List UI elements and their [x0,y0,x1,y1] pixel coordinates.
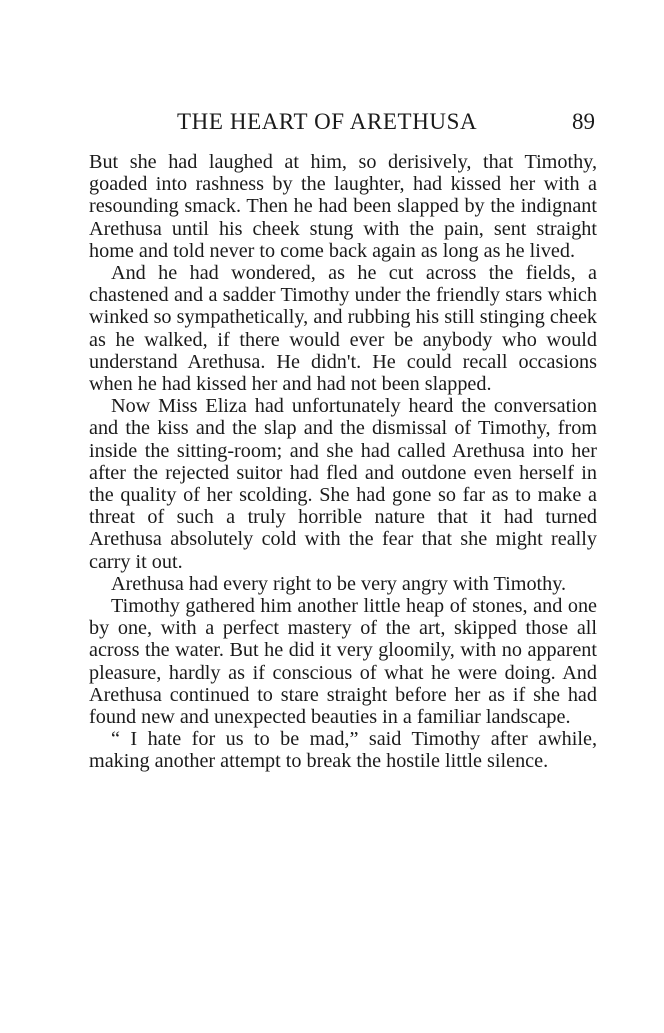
paragraph: Timothy gathered him another little heap of stones, and one by one, with a perfect mastery of the art, skipped those all across the water. But he did it very gloomily, with no apparent pleasure, hardly as if conscious of what he were doing. And Arethusa continued to stare straight before her as if she had found new and unexpected beauties in a familiar landscape. [89,595,597,729]
page-number: 89 [572,109,595,134]
running-title: THE HEART OF ARETHUSA [177,109,478,134]
paragraph: “ I hate for us to be mad,” said Timothy after awhile, making another attempt to break the hostile little silence. [89,728,597,773]
running-head [89,109,597,139]
body-text [89,151,597,773]
paragraph: Now Miss Eliza had unfortunately heard the conversation and the kiss and the slap and the dismissal of Timothy, from inside the sitting-room; and she had called Arethusa into her after the rejected suitor had fled and outdone even herself in the quality of her scolding. She had gone so far as to make a threat of such a truly horrible nature that it had turned Arethusa absolutely cold with the fear that she might really carry it out. [89,395,597,573]
paragraph: Arethusa had every right to be very angry with Timothy. [111,572,567,595]
paragraph: And he had wondered, as he cut across the fields, a chastened and a sadder Timothy under the friendly stars which winked so sympathetically, and rubbing his still stinging cheek as he walked, if there would ever be anybody who would understand Arethusa. He didn't. He could recall occasions when he had kissed her and had not been slapped. [89,262,597,396]
paragraph: But she had laughed at him, so derisively, that Timothy, goaded into rashness by the laughter, had kissed her with a resounding smack. Then he had been slapped by the indignant Arethusa until his cheek stung with the pain, sent straight home and told never to come back again as long as he lived. [89,151,597,262]
